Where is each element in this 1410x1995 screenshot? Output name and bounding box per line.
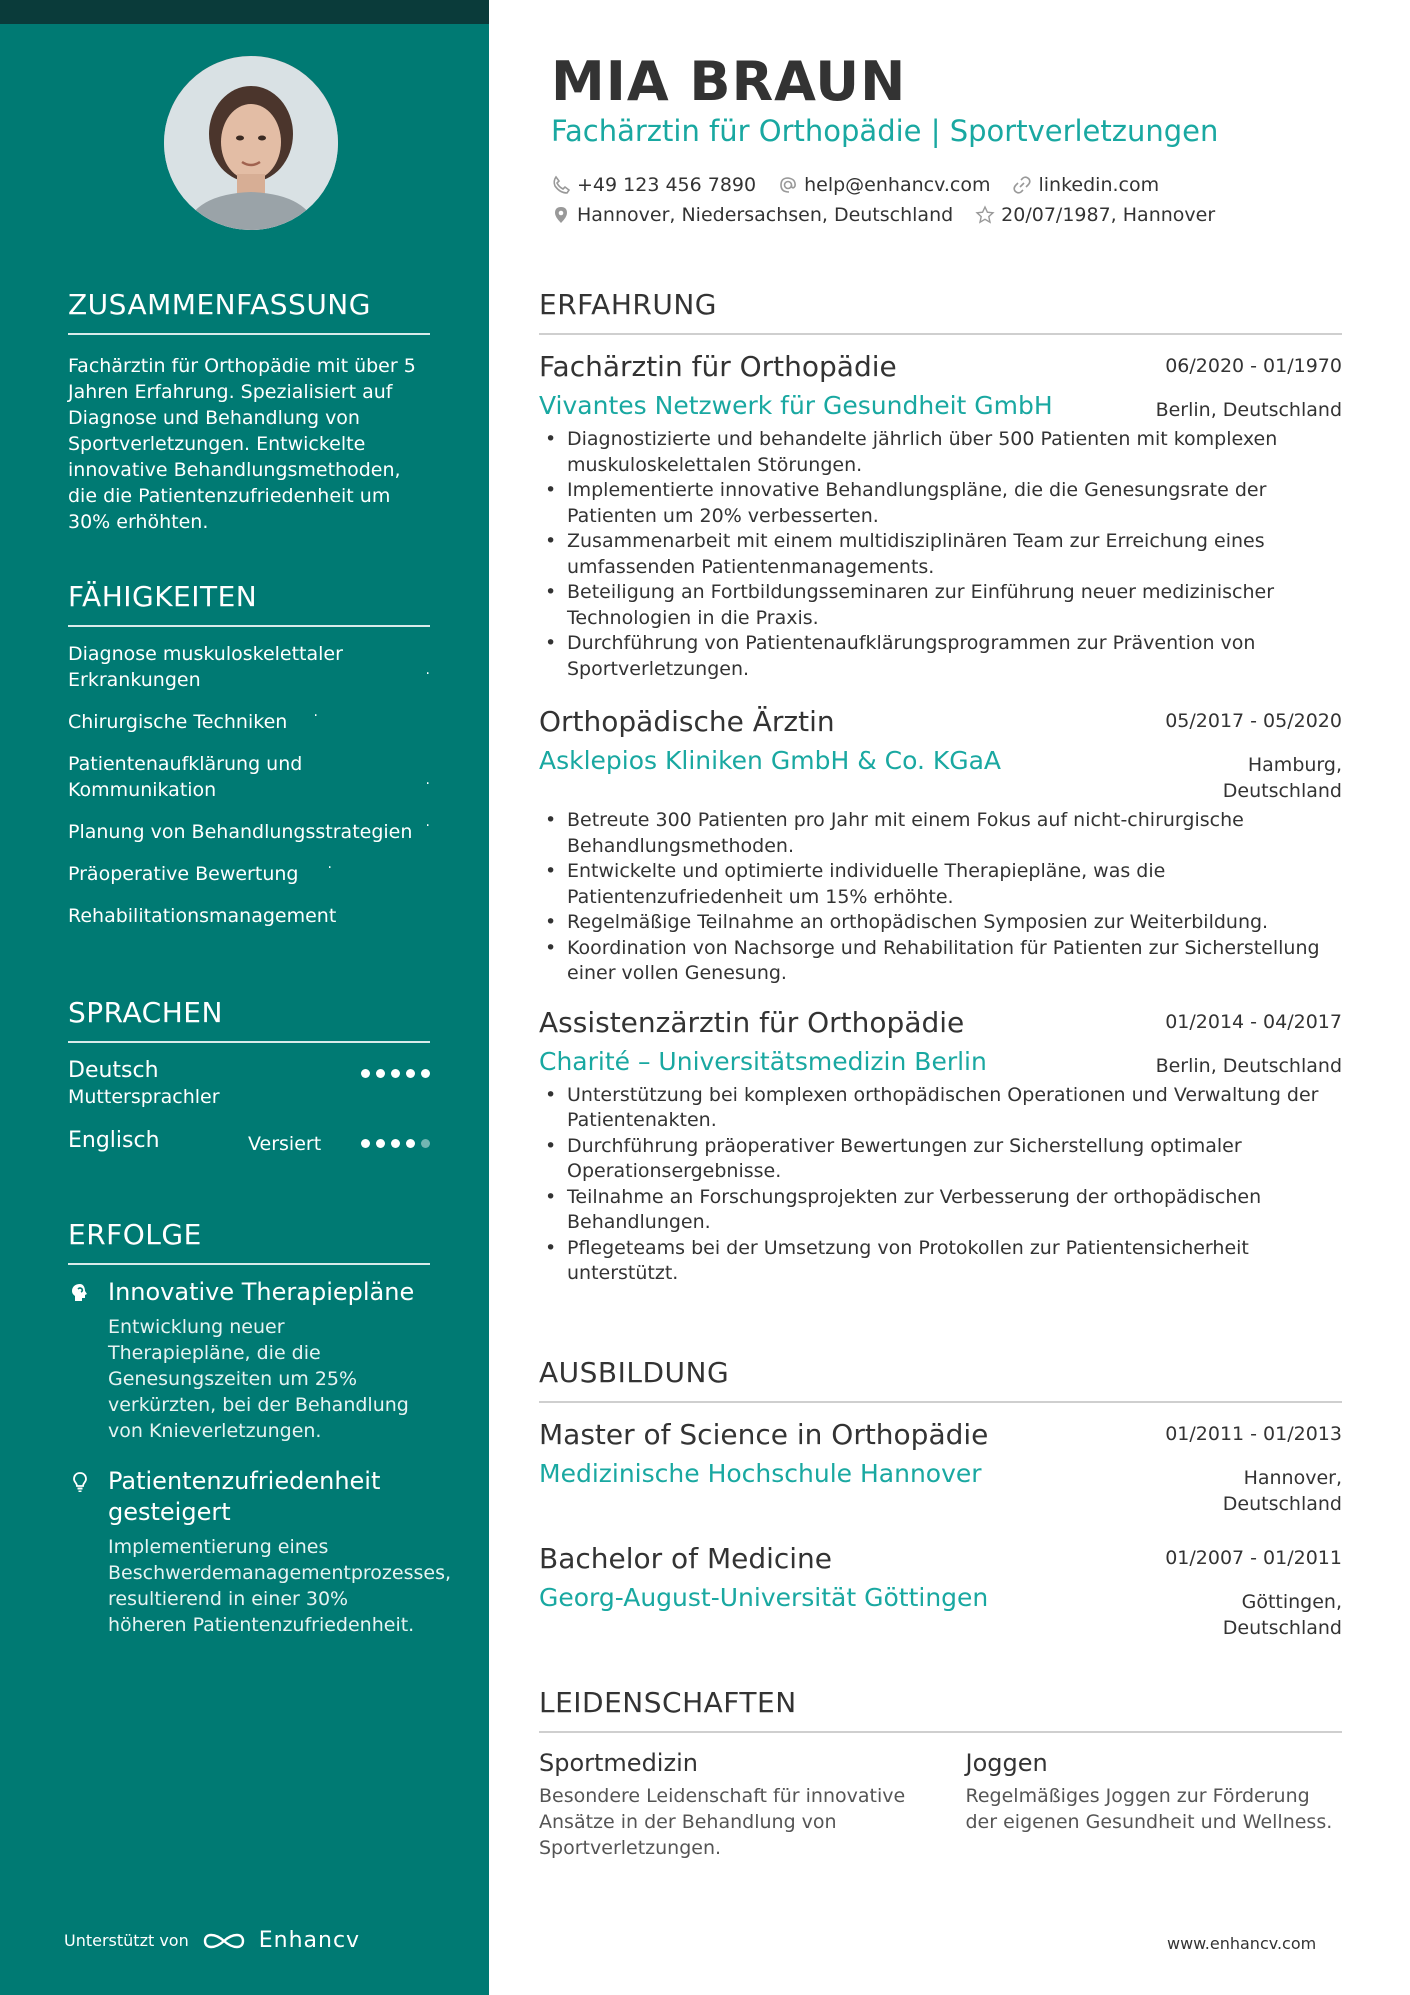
at-icon [778, 175, 798, 195]
passion-item [966, 1747, 1343, 1861]
person-title: Fachärztin für Orthopädie | Sportverletzungen [551, 114, 1219, 148]
education-entry [539, 1417, 1342, 1523]
language-level: Muttersprachler [68, 1086, 220, 1108]
passions-title: LEIDENSCHAFTEN [539, 1686, 1342, 1733]
skill-item: Präoperative Bewertung · [68, 860, 332, 885]
bullet-item: • Durchführung präoperativer Bewertungen zur Sicherstellung optimaler Operationsergebnisse. [539, 1134, 1342, 1185]
job-company: Asklepios Kliniken GmbH & Co. KGaA [539, 746, 1002, 775]
job-location: Berlin, Deutschland [1155, 399, 1342, 421]
enhancv-logo-icon [201, 1929, 247, 1953]
education-degree: Bachelor of Medicine [539, 1542, 833, 1575]
rating-dot [361, 1069, 370, 1078]
bullet-item: • Unterstützung bei komplexen orthopädischen Operationen und Verwaltung der Patientenakten. [539, 1083, 1342, 1134]
passion-title: Sportmedizin [539, 1749, 698, 1777]
languages-title: SPRACHEN [68, 996, 430, 1043]
achievement-item [68, 1277, 430, 1444]
achievements-title: ERFOLGE [68, 1218, 430, 1265]
language-level: Versiert [248, 1133, 322, 1155]
experience-title: ERFAHRUNG [539, 288, 1342, 335]
bullet-item: • Zusammenarbeit mit einem multidisziplinären Team zur Erreichung eines umfassenden Patientenmanagements. [539, 529, 1342, 580]
language-rating [361, 1139, 430, 1148]
birth-contact: 20/07/1987, Hannover [975, 204, 1215, 226]
star-icon [975, 205, 995, 225]
sidebar-top-bar [0, 0, 489, 24]
job-bullets [539, 808, 1342, 987]
summary-section [68, 288, 430, 535]
language-item [68, 1057, 430, 1127]
bullet-item: • Betreute 300 Patienten pro Jahr mit einem Fokus auf nicht-chirurgische Behandlungsmethoden. [539, 808, 1342, 859]
job-bullets [539, 1083, 1342, 1287]
job-title: Fachärztin für Orthopädie [539, 350, 897, 383]
lightbulb-icon [68, 1470, 92, 1494]
skill-item: Planung von Behandlungsstrategien · [68, 818, 430, 843]
bullet-item: • Entwickelte und optimierte individuelle Therapiepläne, was die Patientenzufriedenheit um 15% erhöhte. [539, 859, 1342, 910]
job-date: 06/2020 - 01/1970 [1165, 355, 1342, 377]
summary-text: Fachärztin für Orthopädie mit über 5 Jahren Erfahrung. Spezialisiert auf Diagnose und Behandlung von Sportverletzungen. Entwickelte innovative Behandlungsmethoden, die die Patientenzufriedenheit um 30% erhöhten. [68, 355, 416, 533]
avatar [164, 56, 338, 230]
job-location: Hamburg, Deutschland [1222, 754, 1342, 802]
education-date: 01/2007 - 01/2011 [1165, 1547, 1342, 1569]
achievement-item [68, 1466, 452, 1638]
rating-dot [391, 1069, 400, 1078]
bullet-item: • Pflegeteams bei der Umsetzung von Protokollen zur Patientensicherheit unterstützt. [539, 1236, 1342, 1287]
language-item [68, 1127, 430, 1171]
rating-dot [406, 1139, 415, 1148]
experience-section [539, 288, 1342, 1287]
rating-dot [421, 1069, 430, 1078]
achievements-section [68, 1218, 452, 1638]
location-contact: Hannover, Niedersachsen, Deutschland [551, 204, 953, 226]
education-date: 01/2011 - 01/2013 [1165, 1423, 1342, 1445]
brain-icon [68, 1281, 92, 1305]
link-icon [1012, 175, 1032, 195]
education-section [539, 1356, 1342, 1639]
summary-title: ZUSAMMENFASSUNG [68, 288, 430, 335]
bullet-item: • Teilnahme an Forschungsprojekten zur Verbesserung der orthopädischen Behandlungen. [539, 1185, 1342, 1236]
rating-dot [406, 1069, 415, 1078]
skills-title: FÄHIGKEITEN [68, 580, 430, 627]
rating-dot [376, 1139, 385, 1148]
email-contact[interactable]: help@enhancv.com [778, 174, 990, 196]
education-location: Göttingen, Deutschland [1222, 1591, 1342, 1639]
achievement-desc: Implementierung eines Beschwerdemanagementprozesses, resultierend in einer 30% höheren Patientenzufriedenheit. [108, 1536, 452, 1636]
job-bullets [539, 427, 1342, 682]
job-date: 05/2017 - 05/2020 [1165, 710, 1342, 732]
bullet-item: • Beteiligung an Fortbildungsseminaren zur Einführung neuer medizinischer Technologien in die Praxis. [539, 580, 1342, 631]
passions-section [539, 1686, 1342, 1861]
achievement-title: Innovative Therapiepläne [108, 1278, 415, 1306]
passion-item [539, 1747, 916, 1861]
job-title: Assistenzärztin für Orthopädie [539, 1005, 965, 1039]
education-location: Hannover, Deutschland [1222, 1467, 1342, 1515]
job-entry [539, 704, 1342, 987]
job-company: Charité – Universitätsmedizin Berlin [539, 1046, 987, 1076]
skill-item: Diagnose muskuloskelettaler Erkrankungen · [68, 643, 430, 691]
linkedin-contact[interactable]: linkedin.com [1012, 174, 1159, 196]
contact-info [551, 170, 1215, 230]
skill-item: Rehabilitationsmanagement [68, 905, 337, 927]
skills-section [68, 580, 430, 929]
language-name: Englisch [68, 1128, 160, 1153]
education-school: Medizinische Hochschule Hannover [539, 1459, 982, 1488]
bullet-item: • Regelmäßige Teilnahme an orthopädischen Symposien zur Weiterbildung. [539, 910, 1342, 936]
achievement-desc: Entwicklung neuer Therapiepläne, die die Genesungszeiten um 25% verkürzten, bei der Behandlung von Knieverletzungen. [108, 1316, 409, 1442]
language-rating [361, 1069, 430, 1078]
bullet-item: • Diagnostizierte und behandelte jährlich über 500 Patienten mit komplexen muskuloskelettalen Störungen. [539, 427, 1342, 478]
person-name: MIA BRAUN [551, 50, 907, 113]
rating-dot [421, 1139, 430, 1148]
bullet-item: • Koordination von Nachsorge und Rehabilitation für Patienten zur Sicherstellung einer vollen Genesung. [539, 936, 1342, 987]
phone-icon [551, 175, 571, 195]
education-title: AUSBILDUNG [539, 1356, 1342, 1403]
powered-by [64, 1928, 360, 1953]
job-company: Vivantes Netzwerk für Gesundheit GmbH [539, 391, 1053, 420]
skill-item: Patientenaufklärung und Kommunikation · [68, 753, 430, 801]
brand-name: Enhancv [258, 1928, 361, 1953]
bullet-item: • Implementierte innovative Behandlungspläne, die die Genesungsrate der Patienten um 20% verbesserten. [539, 478, 1342, 529]
passion-desc: Regelmäßiges Joggen zur Förderung der eigenen Gesundheit und Wellness. [965, 1785, 1333, 1833]
passion-title: Joggen [965, 1749, 1048, 1777]
job-title: Orthopädische Ärztin [539, 705, 835, 738]
footer-url[interactable]: www.enhancv.com [1167, 1934, 1317, 1953]
sidebar [0, 0, 489, 1995]
powered-by-label: Unterstützt von [64, 1931, 189, 1950]
job-entry [539, 1005, 1342, 1287]
rating-dot [391, 1139, 400, 1148]
bullet-item: • Durchführung von Patientenaufklärungsprogrammen zur Prävention von Sportverletzungen. [539, 631, 1342, 682]
language-name: Deutsch [68, 1058, 159, 1083]
education-school: Georg-August-Universität Göttingen [539, 1583, 989, 1612]
phone-contact: +49 123 456 7890 [551, 174, 756, 196]
rating-dot [376, 1069, 385, 1078]
achievement-title: Patientenzufriedenheit gesteigert [108, 1467, 381, 1526]
job-entry [539, 349, 1342, 682]
education-entry [539, 1541, 1342, 1639]
location-pin-icon [551, 205, 571, 225]
education-degree: Master of Science in Orthopädie [539, 1418, 989, 1451]
skill-item: Chirurgische Techniken · [68, 708, 318, 733]
job-date: 01/2014 - 04/2017 [1165, 1010, 1342, 1033]
passion-desc: Besondere Leidenschaft für innovative Ansätze in der Behandlung von Sportverletzungen. [539, 1785, 906, 1859]
languages-section [68, 996, 430, 1171]
job-location: Berlin, Deutschland [1155, 1054, 1342, 1077]
rating-dot [361, 1139, 370, 1148]
